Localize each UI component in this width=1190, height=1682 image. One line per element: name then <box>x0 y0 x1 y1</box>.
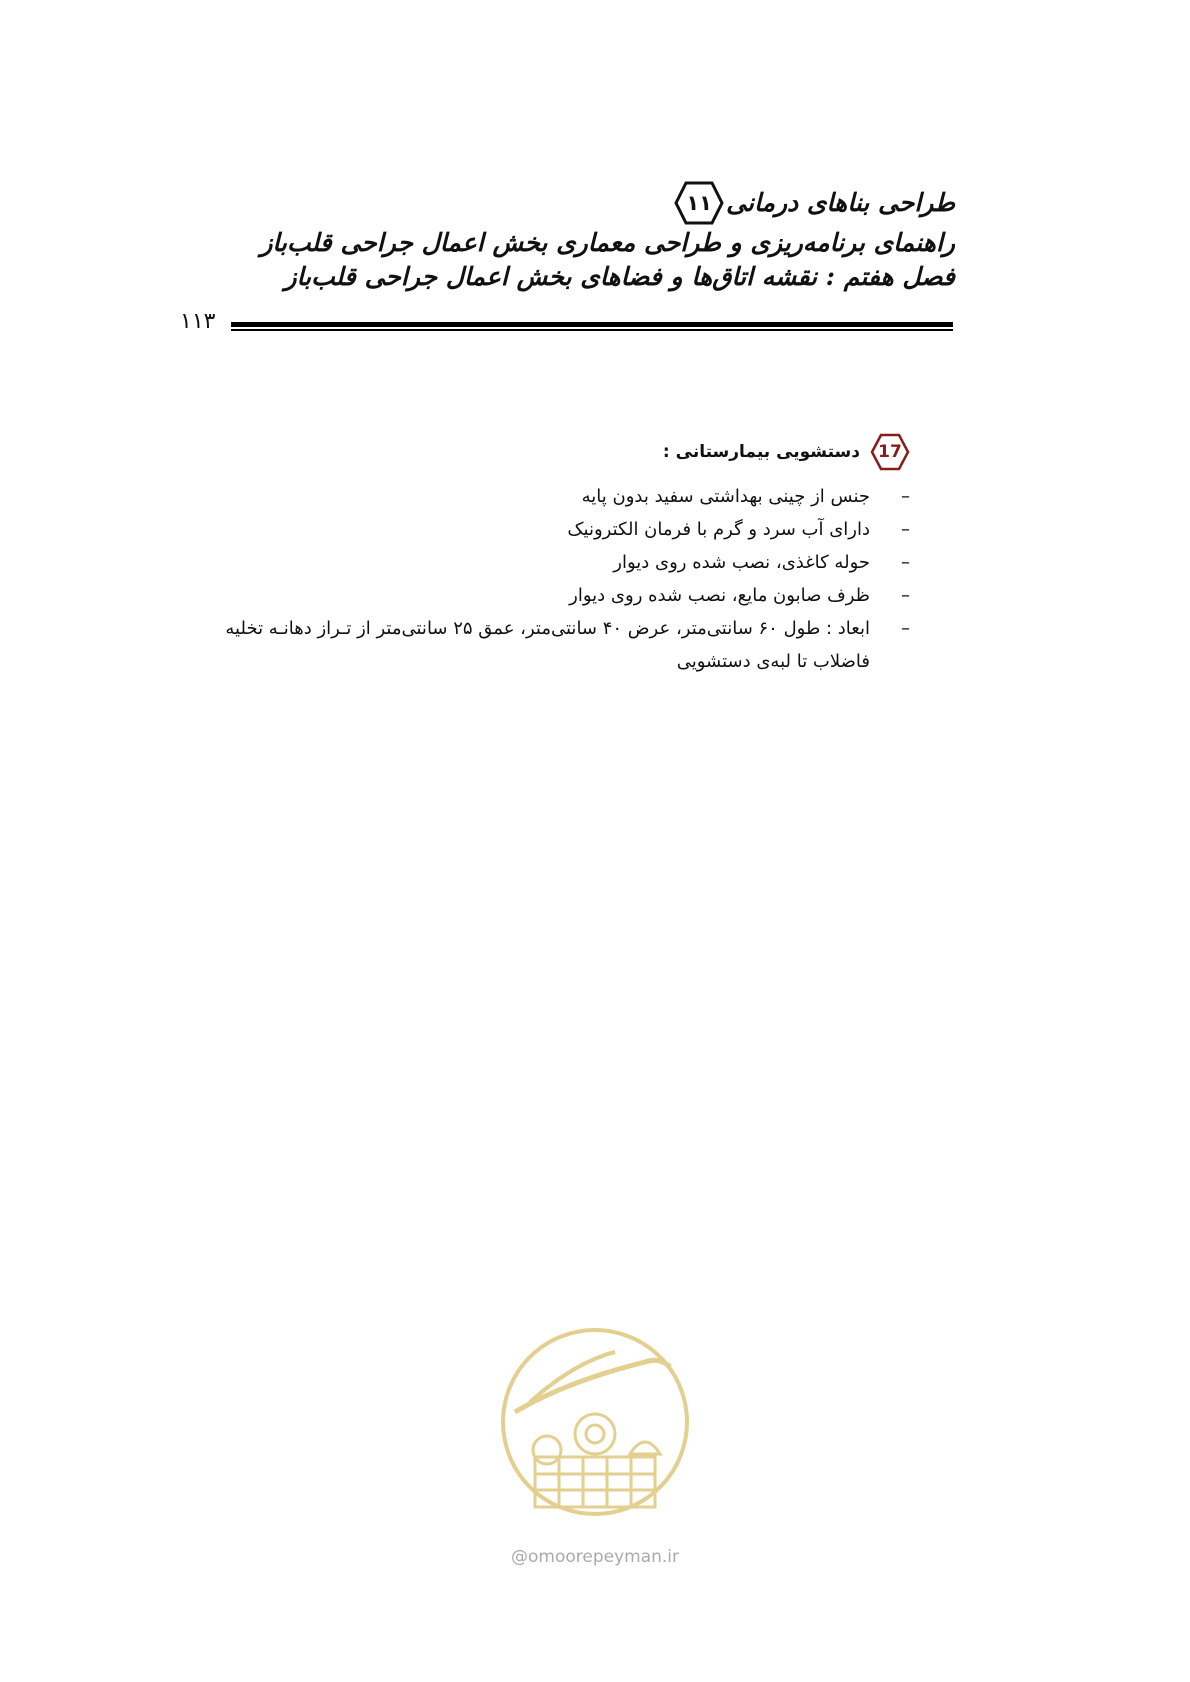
volume-badge <box>674 180 724 226</box>
list-item: – دارای آب سرد و گرم با فرمان الکترونیک <box>210 513 910 546</box>
section-number-badge <box>870 432 910 472</box>
list-item: – ابعاد : طول ۶۰ سانتی‌متر، عرض ۴۰ سانتی‌متر، عمق ۲۵ سانتی‌متر از تـراز دهانـه تخلیه فاضلاب تا لبه‌ی دستشویی <box>210 612 910 678</box>
section-heading <box>210 432 910 472</box>
list-item: – حوله کاغذی، نصب شده روی دیوار <box>210 546 910 579</box>
section-title: دستشویی بیمارستانی : <box>662 442 860 462</box>
series-title: طراحی بناهای درمانی <box>726 188 955 217</box>
header-line-2: راهنمای برنامه‌ریزی و طراحی معماری بخش اعمال جراحی قلب‌باز <box>260 228 955 257</box>
bullet-dash: – <box>901 585 910 606</box>
watermark-logo <box>495 1322 695 1582</box>
watermark-url: @omoorepeyman.ir <box>510 1547 680 1567</box>
omoore-peyman-logo-icon <box>495 1322 695 1542</box>
header-line-3: فصل هفتم : نقشه اتاق‌ها و فضاهای بخش اعمال جراحی قلب‌باز <box>284 262 955 291</box>
section-hospital-sink <box>210 432 910 678</box>
list-item: – جنس از چینی بهداشتی سفید بدون پایه <box>210 480 910 513</box>
header-rule <box>231 322 953 332</box>
page-number: ۱۱۳ <box>180 309 216 334</box>
volume-number: ۱۱ <box>686 191 712 215</box>
section-number: 17 <box>878 442 902 462</box>
bullet-dash: – <box>901 486 910 507</box>
bullet-dash: – <box>901 519 910 540</box>
list-item: – ظرف صابون مایع، نصب شده روی دیوار <box>210 579 910 612</box>
page-header <box>175 180 955 294</box>
header-line-1 <box>175 180 955 226</box>
bullet-dash: – <box>901 552 910 573</box>
bullet-dash: – <box>901 618 910 639</box>
spec-list <box>210 480 910 678</box>
